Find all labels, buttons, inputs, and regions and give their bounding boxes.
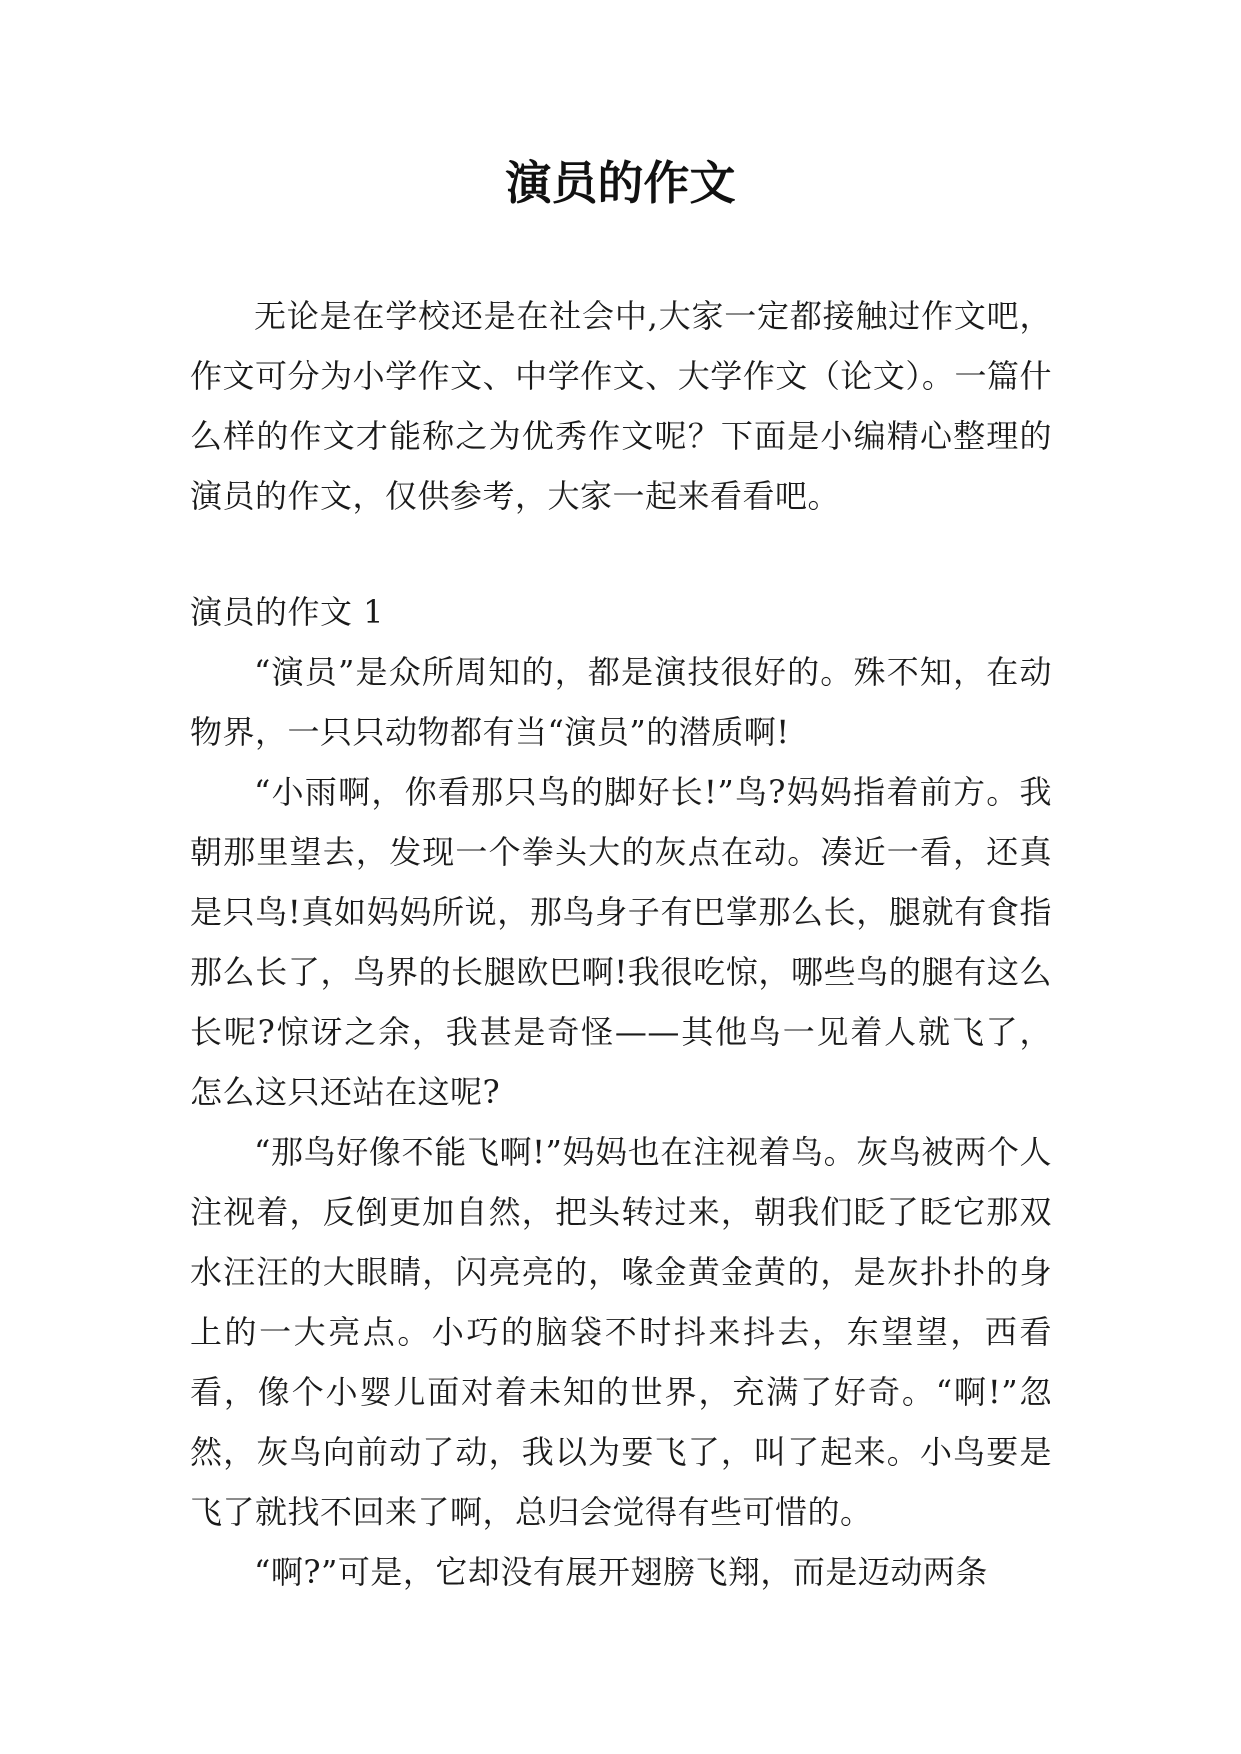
section-heading: 演员的作文 1 xyxy=(190,593,385,631)
body-paragraph: “演员”是众所周知的，都是演技很好的。殊不知，在动物界，一只只动物都有当“演员”的潜质啊! xyxy=(190,653,1052,751)
intro-paragraph: 无论是在学校还是在社会中,大家一定都接触过作文吧，作文可分为小学作文、中学作文、大学作文（论文）。一篇什么样的作文才能称之为优秀作文呢？下面是小编精心整理的演员的作文，仅供参考，大家一起来看看吧。 xyxy=(190,297,1052,515)
body-paragraph: “小雨啊，你看那只鸟的脚好长!”鸟?妈妈指着前方。我朝那里望去，发现一个拳头大的灰点在动。凑近一看，还真是只鸟!真如妈妈所说，那鸟身子有巴掌那么长，腿就有食指那么长了，鸟界的长腿欧巴啊!我很吃惊，哪些鸟的腿有这么长呢?惊讶之余，我甚是奇怪——其他鸟一见着人就飞了，怎么这只还站在这呢? xyxy=(190,773,1052,1111)
body-paragraph: “那鸟好像不能飞啊!”妈妈也在注视着鸟。灰鸟被两个人注视着，反倒更加自然，把头转过来，朝我们眨了眨它那双水汪汪的大眼睛，闪亮亮的，喙金黄金黄的，是灰扑扑的身上的一大亮点。小巧的脑袋不时抖来抖去，东望望，西看看，像个小婴儿面对着未知的世界，充满了好奇。“啊!”忽然，灰鸟向前动了动，我以为要飞了，叫了起来。小鸟要是飞了就找不回来了啊，总归会觉得有些可惜的。 xyxy=(190,1133,1052,1531)
document-title: 演员的作文 xyxy=(505,156,736,210)
body-paragraph: “啊?”可是，它却没有展开翅膀飞翔，而是迈动两条 xyxy=(254,1553,988,1591)
document-body xyxy=(190,286,1052,1602)
